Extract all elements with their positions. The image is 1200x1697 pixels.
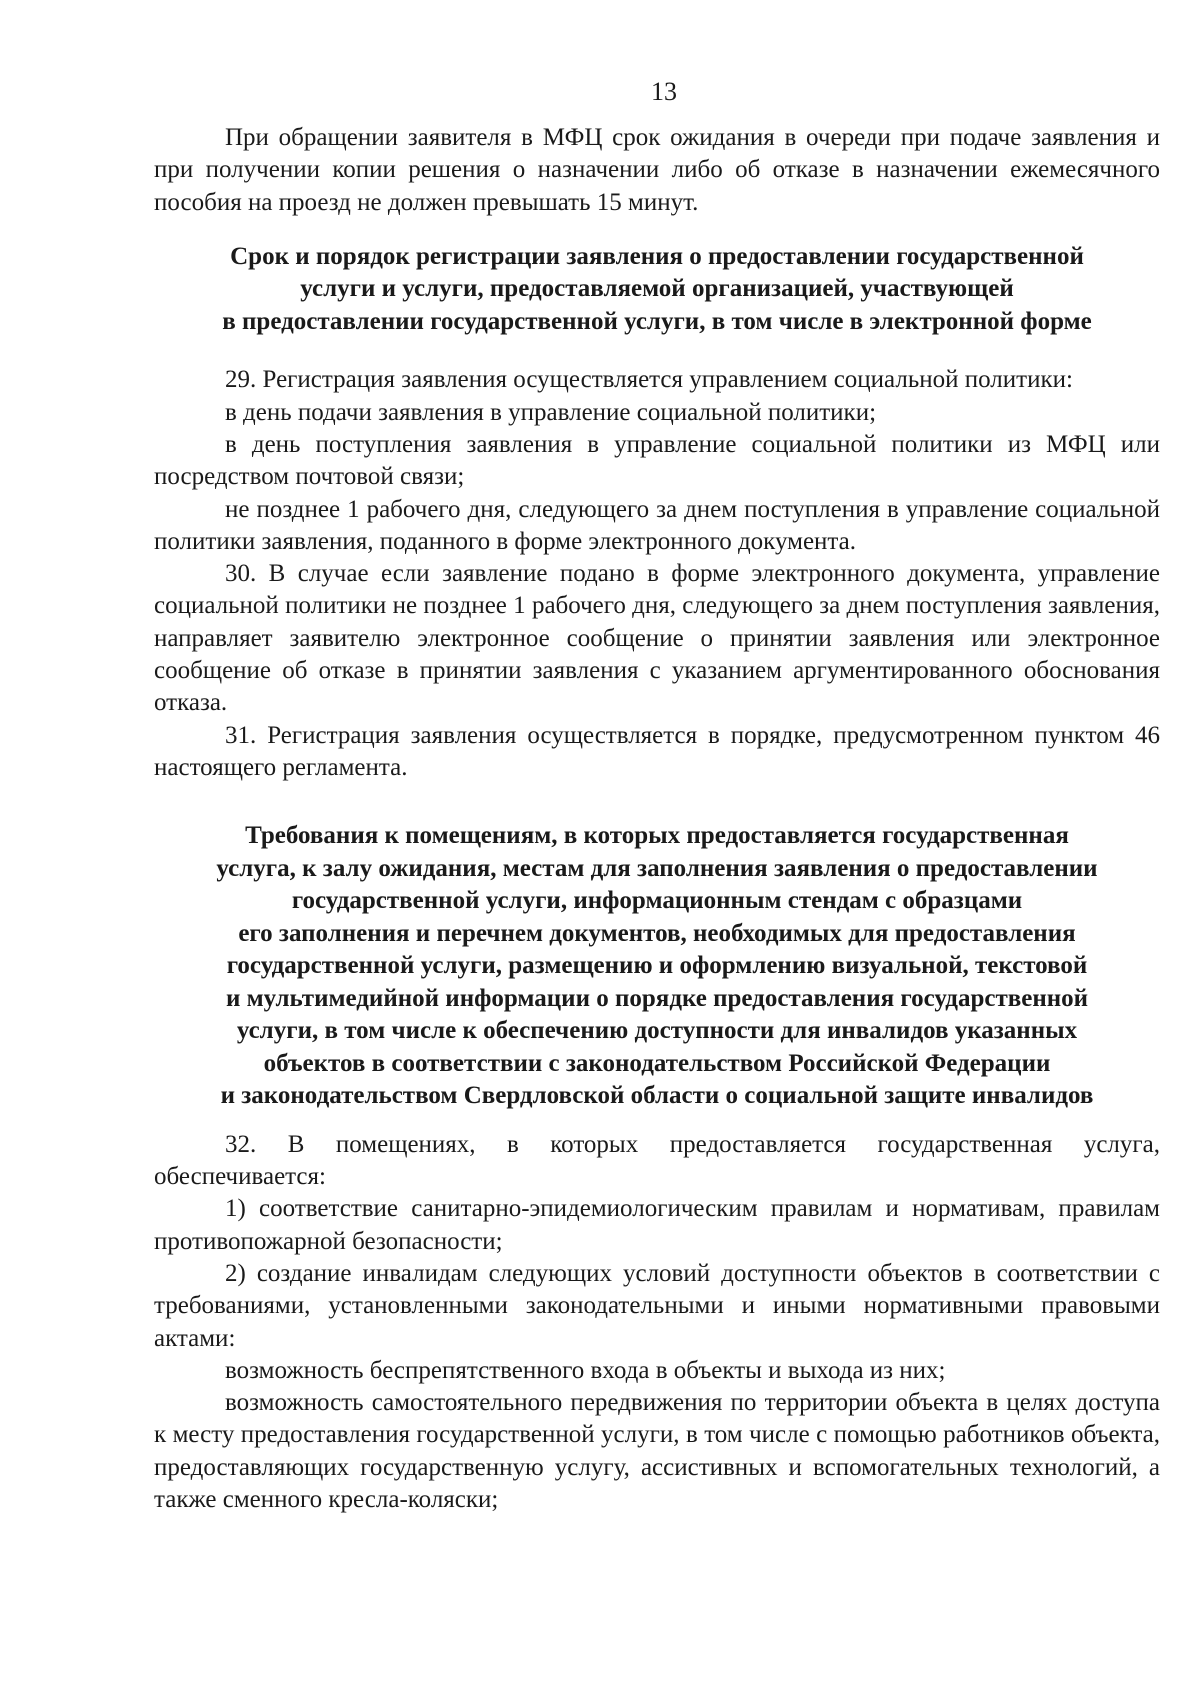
paragraph-item: не позднее 1 рабочего дня, следующего за днем поступления в управление социальной политики заявления, поданного в форме электронного документа. xyxy=(154,495,1160,555)
section-heading-premises-requirements xyxy=(154,820,1160,1113)
paragraph-item: 1) соответствие санитарно-эпидемиологическим правилам и нормативам, правилам противопожарной безопасности; xyxy=(154,1195,1160,1255)
paragraph-item: возможность беспрепятственного входа в объекты и выхода из них; xyxy=(225,1356,946,1384)
paragraph-item: 2) создание инвалидам следующих условий доступности объектов в соответствии с требованиями, установленными законодательными и иными нормативными правовыми актами: xyxy=(154,1259,1160,1352)
heading-line: его заполнения и перечнем документов, необходимых для предоставления xyxy=(238,919,1076,947)
heading-line: Требования к помещениям, в которых предоставляется государственная xyxy=(245,822,1069,850)
paragraph-30: 30. В случае если заявление подано в форме электронного документа, управление социальной политики не позднее 1 рабочего дня, следующего за днем поступления заявления, направляет заявителю электронное сообщение о принятии заявления или электронное сообщение об отказе в принятии заявления с указанием аргументированного обоснования отказа. xyxy=(154,560,1160,717)
heading-line: и мультимедийной информации о порядке предоставления государственной xyxy=(225,984,1089,1012)
heading-line: услуга, к залу ожидания, местам для заполнения заявления о предоставлении xyxy=(216,854,1098,882)
heading-line: Срок и порядок регистрации заявления о предоставлении государственной xyxy=(230,242,1084,270)
paragraph-item: в день подачи заявления в управление социальной политики; xyxy=(225,398,877,426)
paragraph-29: 29. Регистрация заявления осуществляется управлением социальной политики: xyxy=(225,366,1073,394)
heading-line: и законодательством Свердловской области о социальной защите инвалидов xyxy=(220,1082,1094,1110)
heading-line: в предоставлении государственной услуги, в том числе в электронной форме xyxy=(222,307,1092,335)
heading-line: объектов в соответствии с законодательством Российской Федерации xyxy=(263,1049,1051,1077)
heading-line: услуги, в том числе к обеспечению доступности для инвалидов указанных xyxy=(236,1017,1078,1045)
heading-line: государственной услуги, размещению и оформлению визуальной, текстовой xyxy=(226,952,1088,980)
paragraph-31: 31. Регистрация заявления осуществляется в порядке, предусмотренном пунктом 46 настоящего регламента. xyxy=(154,721,1160,781)
document-page xyxy=(154,76,1160,1516)
paragraph-32: 32. В помещениях, в которых предоставляется государственная услуга, обеспечивается: xyxy=(154,1130,1160,1191)
heading-line: услуги и услуги, предоставляемой организацией, участвующей xyxy=(300,275,1014,303)
heading-line: государственной услуги, информационным стендам с образцами xyxy=(291,887,1023,915)
paragraph-item: возможность самостоятельного передвижения по территории объекта в целях доступа к месту предоставления государственной услуги, в том числе с помощью работников объекта, предоставляющих государственную услугу, ассистивных и вспомогательных технологий, а также сменного кресла-коляски; xyxy=(154,1389,1160,1514)
intro-paragraph: При обращении заявителя в МФЦ срок ожидания в очереди при подаче заявления и при получении копии решения о назначении либо об отказе в назначении ежемесячного пособия на проезд не должен превышать 15 минут. xyxy=(154,124,1160,216)
page-number: 13 xyxy=(651,77,677,106)
paragraph-item: в день поступления заявления в управление социальной политики из МФЦ или посредством почтовой связи; xyxy=(154,430,1160,491)
section-heading-registration xyxy=(154,241,1160,339)
